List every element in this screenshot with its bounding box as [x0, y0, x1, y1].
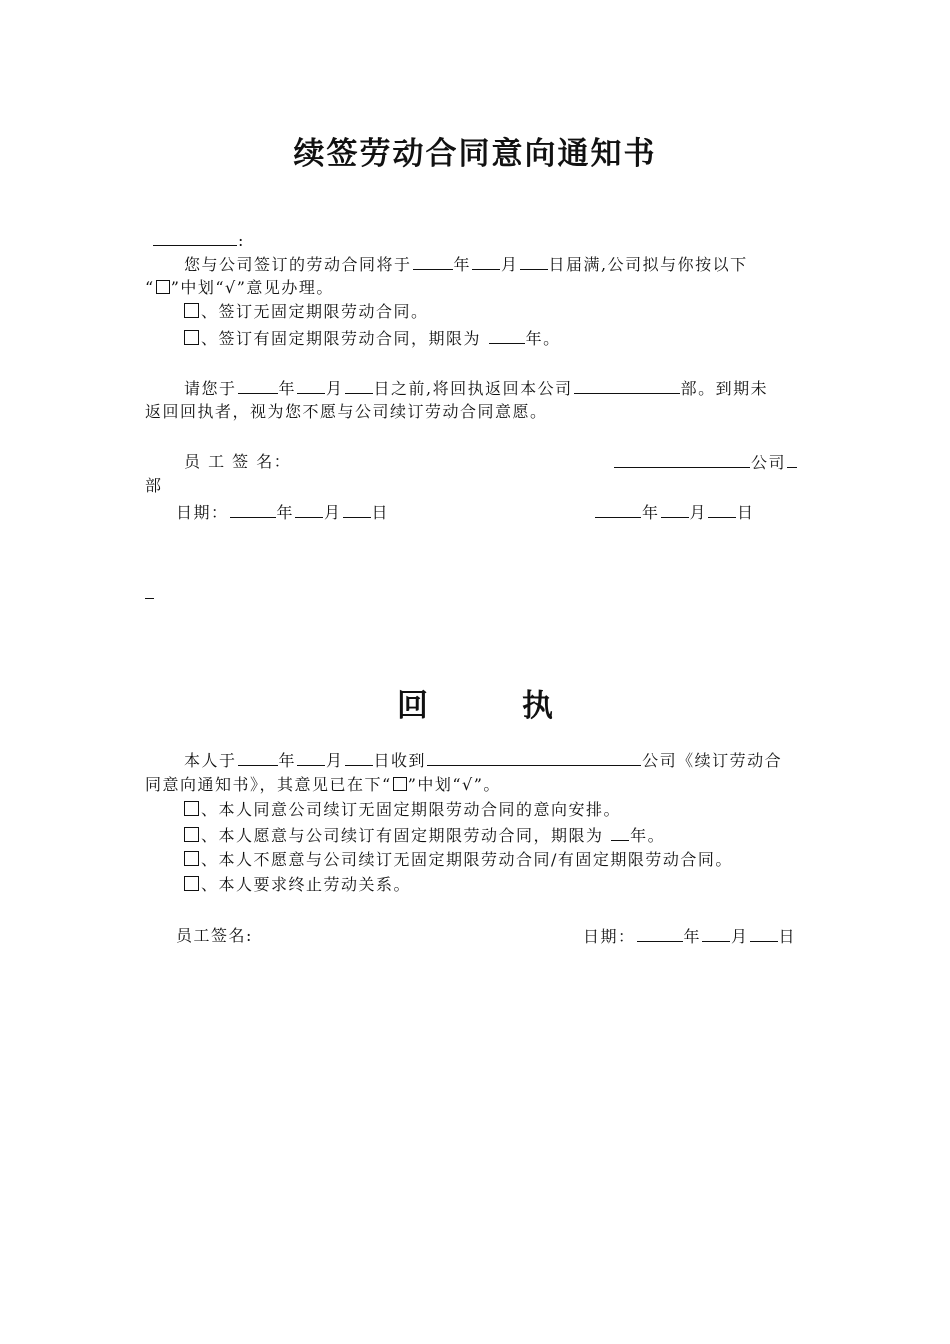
department-blank [574, 376, 680, 394]
text: 请您于 [184, 379, 237, 398]
text: 公司《续订劳动合 [642, 751, 783, 770]
notice-option-1 [184, 300, 429, 324]
receipt-date-line [583, 924, 796, 949]
employee-date-line [176, 500, 389, 525]
text: 月 [689, 503, 708, 522]
text: 回 [397, 688, 428, 724]
checkbox[interactable] [184, 330, 199, 345]
day-blank [345, 748, 373, 766]
notice-title: 续签劳动合同意向通知书 [293, 136, 657, 172]
notice-para2-line2: 返回回执者，视为您不愿与公司续订劳动合同意愿。 [145, 402, 548, 421]
text: 年 [453, 255, 472, 274]
text: 年 [278, 379, 297, 398]
checkbox[interactable] [184, 851, 199, 866]
checkbox-symbol [156, 280, 170, 294]
text: 、本人不愿意与公司续订无固定期限劳动合同/有固定期限劳动合同。 [201, 850, 733, 869]
year-blank [230, 500, 276, 518]
text: 、签订无固定期限劳动合同。 [201, 302, 429, 321]
department-label: 部 [145, 476, 163, 495]
month-blank [297, 748, 325, 766]
notice-option-2 [184, 326, 561, 351]
text: 年。 [630, 826, 666, 845]
receipt-employee-sign: 员工签名: [176, 926, 253, 945]
text: 日之前,将回执返回本公司 [373, 379, 573, 398]
notice-para1-line2 [145, 276, 334, 300]
notice-para1-line1 [184, 252, 748, 277]
text: 公司 [751, 453, 787, 472]
receipt-option-4 [184, 873, 411, 897]
text: 年 [278, 751, 297, 770]
month-blank [297, 376, 325, 394]
tail-blank [787, 450, 797, 468]
text: 月 [731, 927, 749, 946]
checkbox[interactable] [184, 876, 199, 891]
year-blank [595, 500, 641, 518]
checkbox-symbol [393, 777, 407, 791]
text: 日 [737, 503, 755, 522]
receipt-option-3 [184, 848, 733, 872]
term-blank [611, 823, 629, 841]
checkbox[interactable] [184, 801, 199, 816]
salutation-colon: : [238, 231, 245, 250]
year-blank [637, 924, 683, 942]
day-blank [750, 924, 778, 942]
checkbox[interactable] [184, 303, 199, 318]
text: 部。到期未 [680, 379, 769, 398]
text: 日届满,公司拟与你按以下 [548, 255, 748, 274]
day-blank [345, 376, 373, 394]
receipt-option-1 [184, 798, 621, 822]
receipt-para-line2 [145, 773, 501, 797]
text: 月 [501, 255, 519, 274]
text: 、本人愿意与公司续订有固定期限劳动合同，期限为 [201, 826, 604, 845]
separator-dash [145, 598, 154, 599]
year-blank [238, 748, 278, 766]
day-blank [520, 252, 548, 270]
text: 您与公司签订的劳动合同将于 [184, 255, 412, 274]
company-line [613, 450, 798, 475]
text: 日 [778, 927, 797, 946]
day-blank [343, 500, 371, 518]
employee-sign-label: 员 工 签 名： [184, 452, 292, 471]
text: 月 [326, 379, 344, 398]
notice-para2-line1 [184, 376, 768, 401]
text: 日期： [583, 927, 636, 946]
receipt-title [0, 680, 950, 725]
receipt-option-2 [184, 823, 665, 848]
year-blank [238, 376, 278, 394]
text: 月 [326, 751, 344, 770]
month-blank [472, 252, 500, 270]
text: ”中划“√”意见办理。 [170, 278, 334, 297]
year-blank [413, 252, 453, 270]
salutation-line [152, 228, 245, 253]
month-blank [661, 500, 689, 518]
company-blank [427, 748, 641, 766]
text: “ [145, 278, 155, 297]
text: 日收到 [373, 751, 427, 770]
text: 日 [371, 503, 390, 522]
day-blank [708, 500, 736, 518]
text: 年。 [525, 329, 561, 348]
month-blank [702, 924, 730, 942]
text: ”中划“√”。 [407, 775, 501, 794]
receipt-para-line1 [184, 748, 782, 773]
name-blank [153, 228, 237, 246]
text: 、本人要求终止劳动关系。 [201, 875, 412, 894]
checkbox[interactable] [184, 827, 199, 842]
term-blank [489, 326, 525, 344]
month-blank [295, 500, 323, 518]
text: 年 [642, 503, 660, 522]
text: 月 [324, 503, 342, 522]
text: 本人于 [184, 751, 237, 770]
text: 年 [276, 503, 295, 522]
text: 年 [683, 927, 702, 946]
text: 同意向通知书》，其意见已在下“ [145, 775, 392, 794]
text: 执 [522, 688, 553, 724]
text: 日期： [176, 503, 229, 522]
company-date-line [594, 500, 755, 525]
text: 、签订有固定期限劳动合同，期限为 [201, 329, 482, 348]
text: 、本人同意公司续订无固定期限劳动合同的意向安排。 [201, 800, 622, 819]
company-blank [614, 450, 750, 468]
